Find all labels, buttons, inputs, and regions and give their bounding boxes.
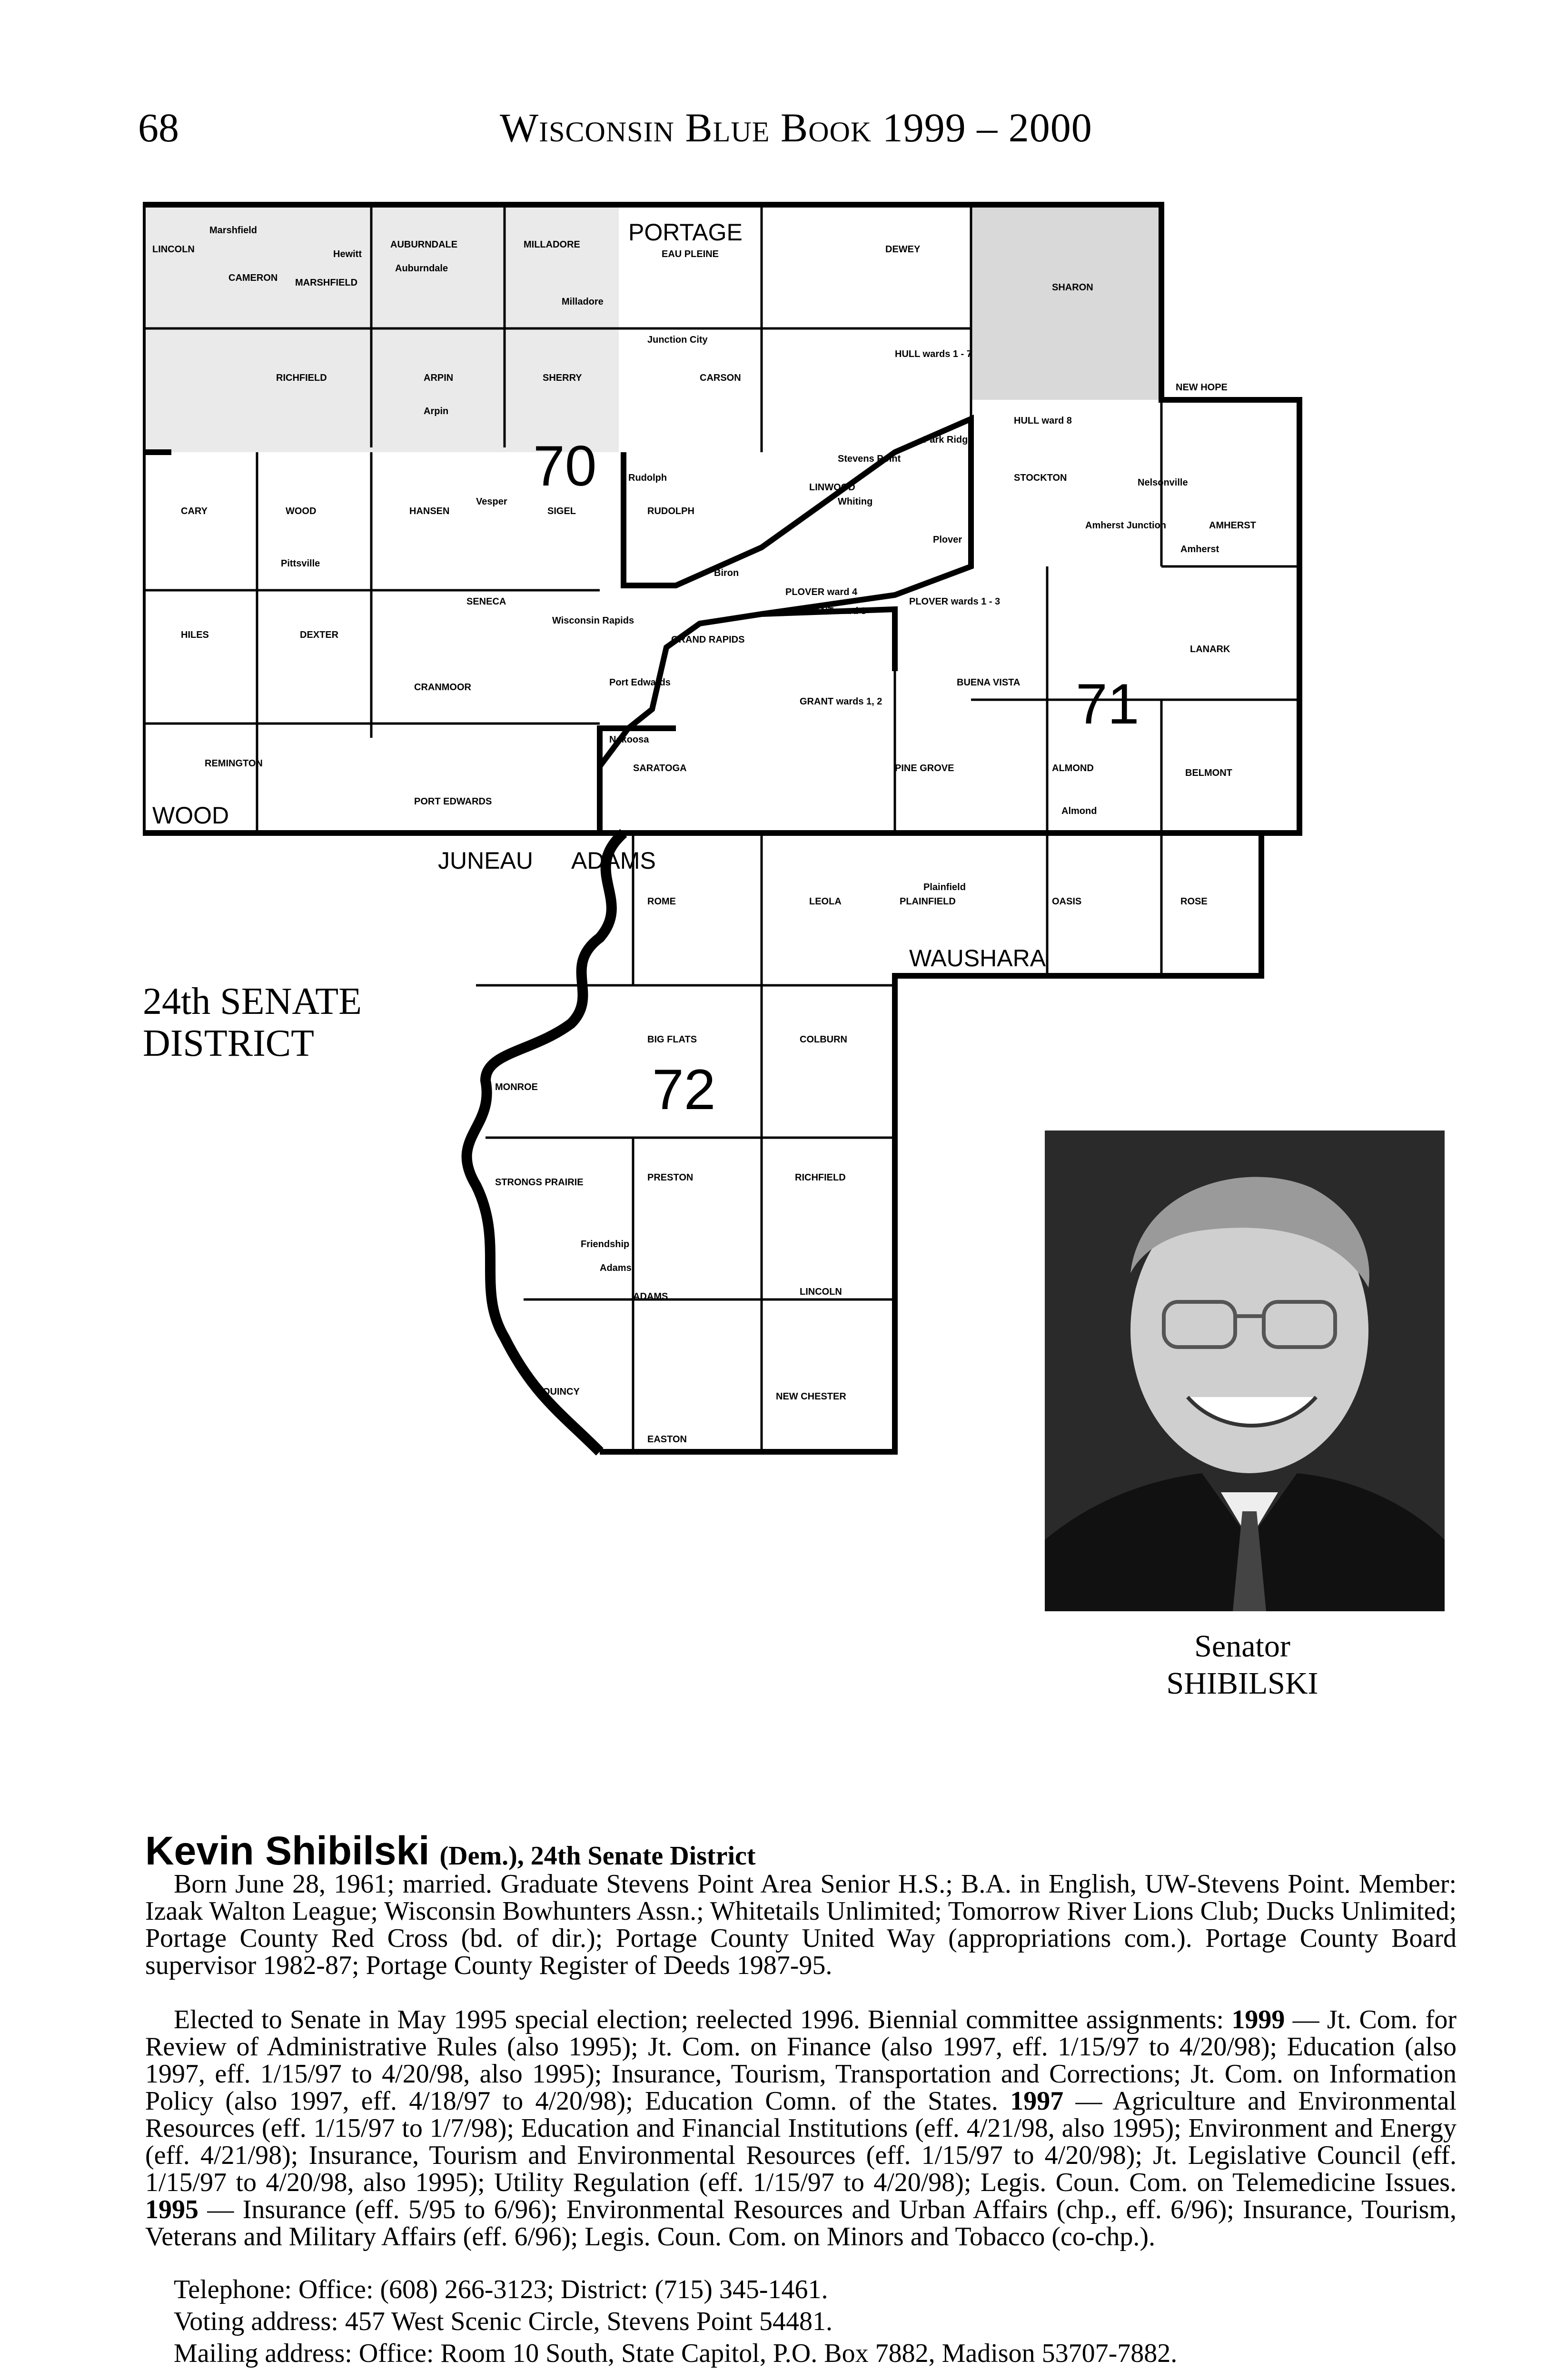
town-label: AMHERST (1209, 520, 1256, 531)
para2-text-c: — Agriculture and Environmental Resources (eff. 1/15/97 to 1/7/98); Education and Financial Institutions (eff. 4/21/98, also 1995); Environment and Energy (eff. 4/21/98); Insurance, Tourism and Environmental Resources (eff. 1/15/97 to 4/20/98); Jt. Legislative Council (eff. 1/15/97 to 4/20/98, also 1995); Utility Regulation (eff. 1/15/97 to 4/20/98); Legis. Coun. Com. on Telemedicine Issues. (145, 2086, 1457, 2197)
town-label: STRONGS PRAIRIE (495, 1177, 584, 1188)
town-label: Amherst Junction (1085, 520, 1167, 531)
town-label: HULL wards 1 - 7 (895, 349, 972, 359)
town-label: PLAINFIELD (900, 896, 956, 907)
town-label: Nekoosa (609, 734, 649, 745)
town-label: WOOD (286, 506, 317, 516)
town-label: LINCOLN (152, 244, 195, 255)
portrait-image (1045, 1130, 1445, 1611)
town-label: ROSE (1180, 896, 1208, 907)
town-label: MARSHFIELD (295, 278, 358, 288)
bio-heading (145, 1828, 756, 1874)
town-label: Auburndale (395, 263, 448, 274)
town-label: Adams (600, 1263, 632, 1273)
town-label: BUENA VISTA (957, 677, 1021, 688)
town-label: SARATOGA (633, 763, 687, 774)
town-label: Rudolph (628, 473, 667, 483)
senator-affiliation: (Dem.), 24th Senate District (439, 1841, 756, 1871)
town-label: SENECA (466, 596, 506, 607)
town-label: RUDOLPH (647, 506, 694, 516)
town-label: ARPIN (424, 373, 454, 383)
town-label: SHERRY (543, 373, 582, 383)
town-label: Friendship (581, 1239, 630, 1250)
town-label: ROME (647, 896, 676, 907)
senate-district-line-1: 24th SENATE (143, 981, 362, 1022)
town-label: LANARK (1190, 644, 1230, 654)
town-label: HULL ward 8 (1014, 416, 1072, 426)
assembly-district-72: 72 (652, 1058, 716, 1121)
town-label: PRESTON (647, 1172, 694, 1183)
plover-boundary (762, 609, 895, 671)
senate-district-line-2: DISTRICT (143, 1022, 314, 1064)
town-label: RICHFIELD (276, 373, 327, 383)
town-label: REMINGTON (205, 758, 263, 769)
town-label: Plover (933, 535, 962, 545)
town-label: Whiting (838, 496, 873, 507)
year-1997: 1997 (1010, 2086, 1064, 2116)
town-label: GRAND RAPIDS (671, 635, 745, 645)
town-label: DEWEY (885, 244, 921, 255)
town-label: LINCOLN (800, 1287, 842, 1297)
town-label: Hewitt (333, 249, 362, 259)
county-label-adams: ADAMS (571, 847, 656, 874)
town-label: CARY (181, 506, 208, 516)
town-label: Plainfield (923, 882, 966, 892)
town-label: Nelsonville (1138, 477, 1188, 488)
town-label: GRANT ward 3 (800, 606, 867, 616)
town-label: AUBURNDALE (390, 239, 458, 250)
voting-address-line: Voting address: 457 West Scenic Circle, Stevens Point 54481. (174, 2307, 832, 2336)
town-label: HANSEN (409, 506, 450, 516)
town-label: Vesper (476, 496, 507, 507)
town-label: NEW HOPE (1176, 382, 1228, 393)
town-label: Wisconsin Rapids (552, 615, 634, 626)
senate-district-label (143, 981, 362, 1064)
para2-text-b: — Jt. Com. for Review of Administrative Rules (also 1995); Jt. Com. on Finance (also 1997, eff. 1/15/97 to 4/20/98); Education (also 1997, eff. 1/15/97 to 4/20/98, also 1995); Insurance, Tourism, Transportation and Corrections; Jt. Com. on Information Policy (also 1997, eff. 4/18/97 to 4/20/98); Education Comn. of the States. (145, 2005, 1457, 2116)
senator-name: Kevin Shibilski (145, 1828, 430, 1873)
year-1999: 1999 (1231, 2005, 1285, 2034)
town-label: Biron (714, 568, 739, 578)
wisconsin-river (467, 833, 624, 1452)
town-label: OASIS (1052, 896, 1082, 907)
town-label: GRANT wards 1, 2 (800, 696, 882, 707)
assembly-district-71: 71 (1076, 672, 1140, 736)
mailing-address-line: Mailing address: Office: Room 10 South, State Capitol, P.O. Box 7882, Madison 53707-7882. (174, 2339, 1178, 2368)
town-label: COLBURN (800, 1034, 847, 1045)
town-label: SIGEL (547, 506, 576, 516)
town-label: EASTON (647, 1434, 687, 1445)
town-label: Marshfield (209, 225, 258, 236)
caption-name: SHIBILSKI (1166, 1666, 1318, 1701)
county-label-portage: PORTAGE (628, 219, 743, 246)
town-label: Milladore (562, 297, 604, 307)
town-label: Arpin (424, 406, 449, 416)
town-label: QUINCY (543, 1387, 580, 1397)
photo-caption (1052, 1628, 1433, 1702)
town-label: Junction City (647, 335, 708, 345)
para2-text-a: Elected to Senate in May 1995 special election; reelected 1996. Biennial committee assignments: (174, 2005, 1232, 2034)
town-label: DEXTER (300, 630, 339, 640)
town-label: MONROE (495, 1082, 538, 1092)
bio-paragraph-background: Born June 28, 1961; married. Graduate Stevens Point Area Senior H.S.; B.A. in English, UW-Stevens Point. Member: Izaak Walton League; Wisconsin Bowhunters Assn.; Whitetails Unlimited; Tomorrow River Lions Club; Ducks Unlimited; Portage County Red Cross (bd. of dir.); Portage County United Way (appropriations com.). Portage County Board supervisor 1982-87; Portage County Register of Deeds 1987-95. (145, 1869, 1457, 1980)
town-label: PINE GROVE (895, 763, 954, 774)
town-label: PLOVER wards 1 - 3 (909, 596, 1001, 607)
town-label: Almond (1061, 806, 1097, 816)
town-label: CARSON (700, 373, 741, 383)
town-label: STOCKTON (1014, 473, 1067, 483)
page-number: 68 (138, 105, 179, 150)
para2-text-d: — Insurance (eff. 5/95 to 6/96); Environmental Resources and Urban Affairs (chp., eff. 6/96); Insurance, Tourism, Veterans and Military Affairs (eff. 6/96); Legis. Coun. Com. on Minors and Tobacco (co-chp.). (145, 2195, 1457, 2251)
caption-title: Senator (1194, 1629, 1290, 1664)
town-label: Pittsville (281, 558, 320, 569)
town-label: CRANMOOR (414, 682, 471, 693)
town-label: BIG FLATS (647, 1034, 697, 1045)
town-label: HILES (181, 630, 209, 640)
town-label: RICHFIELD (795, 1172, 846, 1183)
town-label: LEOLA (809, 896, 842, 907)
town-label: PORT EDWARDS (414, 796, 492, 807)
telephone-line: Telephone: Office: (608) 266-3123; District: (715) 345-1461. (174, 2275, 828, 2304)
town-label: PLOVER ward 4 (785, 587, 858, 597)
county-label-wood: WOOD (152, 802, 229, 829)
town-label: Stevens Point (838, 454, 901, 464)
year-1995: 1995 (145, 2195, 198, 2224)
assembly-district-70: 70 (533, 434, 597, 498)
town-label: Park Ridge (923, 435, 973, 445)
town-label: ALMOND (1052, 763, 1094, 774)
bio-paragraph-committees (145, 2006, 1457, 2251)
town-label: Amherst (1180, 544, 1219, 555)
town-label: BELMONT (1185, 768, 1232, 778)
town-label: SHARON (1052, 282, 1093, 293)
town-label: LINWOOD (809, 482, 855, 493)
town-label: Port Edwards (609, 677, 671, 688)
county-label-juneau: JUNEAU (438, 847, 534, 874)
county-label-waushara: WAUSHARA (909, 945, 1046, 972)
running-head: Wisconsin Blue Book 1999 – 2000 (500, 105, 1092, 150)
town-label: EAU PLEINE (662, 249, 719, 259)
wood-county-outline (143, 447, 676, 833)
town-label: CAMERON (228, 273, 278, 283)
senator-portrait (1045, 1130, 1445, 1611)
town-label: MILLADORE (524, 239, 580, 250)
town-label: NEW CHESTER (776, 1391, 846, 1402)
town-label: ADAMS (633, 1291, 668, 1302)
